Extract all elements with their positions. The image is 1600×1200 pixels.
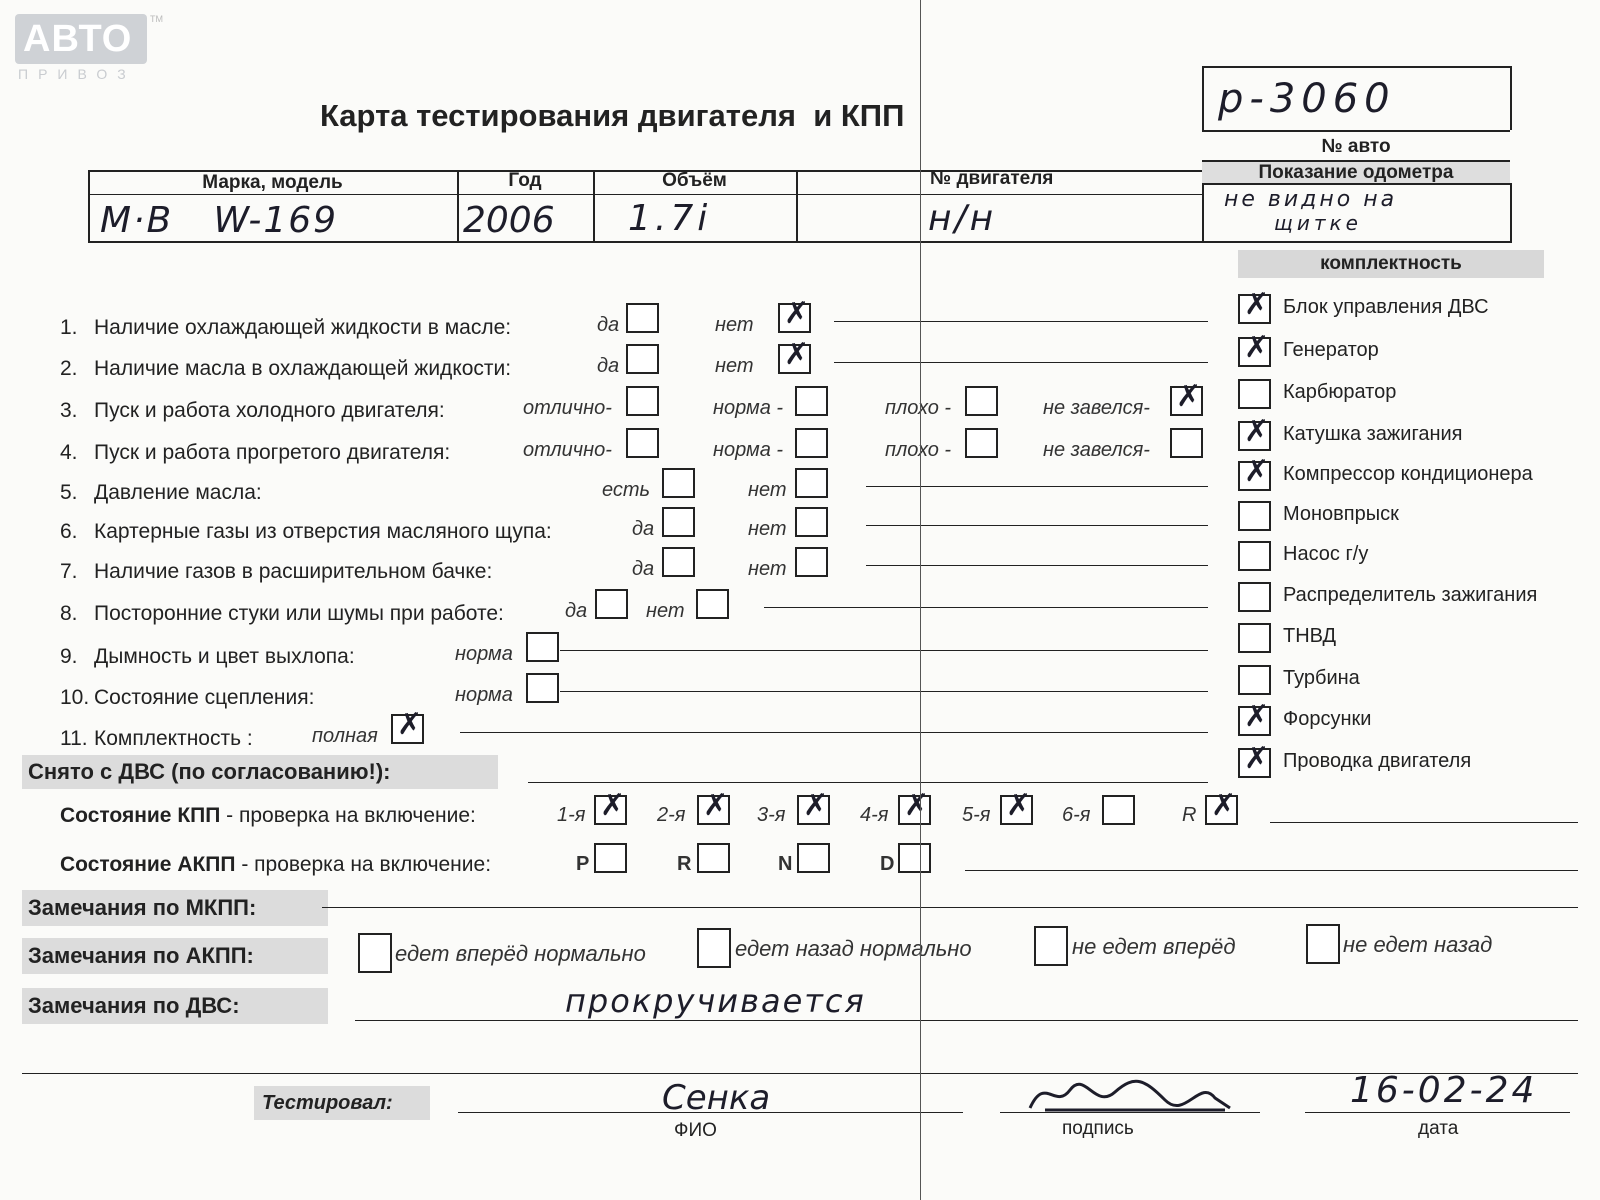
gear-checkbox[interactable] bbox=[1205, 788, 1238, 825]
check-mark-icon: ✗ bbox=[1176, 379, 1202, 414]
question-text: Давление масла: bbox=[94, 481, 262, 504]
volume-value: 1.7i bbox=[628, 198, 712, 239]
check-mark-icon: ✗ bbox=[1244, 287, 1270, 322]
check-mark-icon: ✗ bbox=[1244, 330, 1270, 365]
year-label: Год bbox=[508, 170, 542, 191]
akpp-remark-checkbox[interactable] bbox=[1034, 926, 1068, 966]
option-label: да bbox=[565, 600, 588, 622]
check-mark-icon: ✗ bbox=[1006, 788, 1032, 823]
odometer-label: Показание одометра bbox=[1202, 160, 1510, 184]
engine-label: № двигателя bbox=[930, 168, 1054, 189]
option-label: нет bbox=[715, 314, 754, 336]
check-mark-icon: ✗ bbox=[1211, 788, 1237, 823]
question-number: 1. bbox=[60, 316, 78, 339]
remarks-dvs-label: Замечания по ДВС: bbox=[22, 988, 328, 1024]
remarks-dvs-value: прокручивается bbox=[565, 982, 866, 1020]
fold-line bbox=[920, 0, 921, 1200]
option-label: норма - bbox=[713, 397, 784, 419]
answer-line bbox=[460, 732, 1208, 733]
gear-checkbox[interactable] bbox=[1000, 788, 1033, 825]
akpp-mode-checkbox[interactable] bbox=[697, 843, 730, 873]
akpp-mode-label: D bbox=[880, 853, 895, 875]
option-label: нет bbox=[748, 518, 787, 540]
question-number: 11. bbox=[60, 727, 88, 750]
answer-line bbox=[866, 525, 1208, 526]
check-mark-icon: ✗ bbox=[784, 296, 810, 331]
odometer-box bbox=[1202, 183, 1512, 243]
question-text: Дымность и цвет выхлопа: bbox=[94, 645, 355, 668]
completeness-checkbox[interactable] bbox=[1238, 541, 1271, 571]
logo bbox=[15, 14, 147, 64]
option-checkbox[interactable] bbox=[1170, 379, 1203, 416]
question-text: Посторонние стуки или шумы при работе: bbox=[94, 602, 504, 625]
gear-label: 1-я bbox=[557, 804, 586, 826]
odometer-value-line1: не видно на bbox=[1224, 187, 1398, 212]
completeness-item: Блок управления ДВС bbox=[1283, 296, 1489, 318]
auto-number-box bbox=[1202, 66, 1512, 130]
option-label: да bbox=[632, 518, 655, 540]
check-mark-icon: ✗ bbox=[397, 707, 423, 742]
question-number: 3. bbox=[60, 399, 78, 422]
question-text: Пуск и работа прогретого двигателя: bbox=[94, 441, 451, 464]
option-checkbox[interactable] bbox=[696, 589, 729, 619]
option-label: не завелся- bbox=[1043, 439, 1150, 461]
option-checkbox[interactable] bbox=[595, 589, 628, 619]
question-text: Комплектность : bbox=[94, 727, 253, 750]
option-label: не завелся- bbox=[1043, 397, 1150, 419]
fio-caption: ФИО bbox=[674, 1120, 717, 1141]
option-label: да bbox=[597, 314, 620, 336]
completeness-checkbox[interactable] bbox=[1238, 501, 1271, 531]
answer-line bbox=[866, 486, 1208, 487]
answer-line bbox=[560, 691, 1208, 692]
question-number: 9. bbox=[60, 645, 78, 668]
option-checkbox[interactable] bbox=[965, 386, 998, 416]
completeness-checkbox[interactable] bbox=[1238, 582, 1271, 612]
question-text: Наличие газов в расширительном бачке: bbox=[94, 560, 493, 583]
answer-line bbox=[834, 362, 1208, 363]
question-text: Картерные газы из отверстия масляного щупа: bbox=[94, 520, 552, 543]
option-checkbox[interactable] bbox=[1170, 428, 1203, 458]
question-number: 2. bbox=[60, 357, 78, 380]
question-text: Наличие масла в охлаждающей жидкости: bbox=[94, 357, 512, 380]
fio-value: Сенка bbox=[662, 1078, 771, 1118]
option-label: нет bbox=[748, 479, 787, 501]
akpp-mode-label: P bbox=[576, 853, 590, 875]
option-label: норма bbox=[455, 643, 513, 665]
year-value: 2006 bbox=[463, 200, 555, 241]
option-checkbox[interactable] bbox=[965, 428, 998, 458]
completeness-checkbox[interactable] bbox=[1238, 379, 1271, 409]
completeness-item: Генератор bbox=[1283, 339, 1379, 361]
akpp-remark-label: не едет вперёд bbox=[1072, 934, 1236, 959]
akpp-mode-label: R bbox=[677, 853, 692, 875]
check-mark-icon: ✗ bbox=[703, 788, 729, 823]
option-checkbox[interactable] bbox=[626, 344, 659, 374]
option-checkbox[interactable] bbox=[626, 428, 659, 458]
akpp-remark-label: едет назад нормально bbox=[735, 936, 972, 961]
question-number: 8. bbox=[60, 602, 78, 625]
completeness-heading: комплектность bbox=[1238, 250, 1544, 278]
gear-checkbox[interactable] bbox=[797, 788, 830, 825]
option-checkbox[interactable] bbox=[795, 468, 828, 498]
completeness-checkbox[interactable] bbox=[1238, 454, 1271, 491]
check-mark-icon: ✗ bbox=[1244, 699, 1270, 734]
check-mark-icon: ✗ bbox=[1244, 454, 1270, 489]
option-checkbox[interactable] bbox=[795, 507, 828, 537]
option-checkbox[interactable] bbox=[662, 468, 695, 498]
option-label: да bbox=[597, 355, 620, 377]
logo-sub: ПРИВОЗ bbox=[18, 66, 136, 82]
completeness-checkbox[interactable] bbox=[1238, 665, 1271, 695]
akpp-remark-checkbox[interactable] bbox=[697, 928, 731, 968]
option-checkbox[interactable] bbox=[391, 707, 424, 744]
volume-label: Объём bbox=[662, 170, 727, 191]
completeness-item: Турбина bbox=[1283, 667, 1360, 689]
check-mark-icon: ✗ bbox=[904, 788, 930, 823]
completeness-checkbox[interactable] bbox=[1238, 414, 1271, 451]
gear-label: 2-я bbox=[657, 804, 686, 826]
completeness-item: Насос г/у bbox=[1283, 543, 1369, 565]
akpp-remark-label: не едет назад bbox=[1343, 932, 1493, 957]
date-caption: дата bbox=[1418, 1118, 1459, 1139]
completeness-item: Карбюратор bbox=[1283, 381, 1397, 403]
option-label: полная bbox=[312, 725, 378, 747]
question-number: 5. bbox=[60, 481, 78, 504]
kpp-label bbox=[60, 804, 476, 828]
gear-checkbox[interactable] bbox=[1102, 795, 1135, 825]
answer-line bbox=[866, 565, 1208, 566]
option-checkbox[interactable] bbox=[662, 547, 695, 577]
gear-checkbox[interactable] bbox=[594, 788, 627, 825]
option-label: да bbox=[632, 558, 655, 580]
akpp-mode-checkbox[interactable] bbox=[797, 843, 830, 873]
option-label: нет bbox=[715, 355, 754, 377]
gear-label: R bbox=[1182, 804, 1197, 826]
akpp-mode-label: N bbox=[778, 853, 793, 875]
remarks-mkpp-label: Замечания по МКПП: bbox=[22, 890, 328, 926]
model-value: М·В W-169 bbox=[100, 200, 339, 241]
logo-tm: TM bbox=[150, 14, 163, 24]
akpp-remark-label: едет вперёд нормально bbox=[395, 941, 646, 966]
tested-label: Тестировал: bbox=[254, 1086, 430, 1120]
option-checkbox[interactable] bbox=[626, 303, 659, 333]
model-label: Марка, модель bbox=[202, 172, 343, 193]
answer-line bbox=[560, 650, 1208, 651]
completeness-item: Катушка зажигания bbox=[1283, 423, 1463, 445]
option-label: норма bbox=[455, 684, 513, 706]
kpp-label-rest: - проверка на включение: bbox=[220, 804, 476, 827]
option-checkbox[interactable] bbox=[795, 428, 828, 458]
gear-label: 6-я bbox=[1062, 804, 1091, 826]
logo-brand: АВТО bbox=[23, 18, 133, 60]
answer-line bbox=[764, 607, 1208, 608]
removed-label: Снято с ДВС (по согласованию!): bbox=[22, 755, 498, 789]
completeness-checkbox[interactable] bbox=[1238, 741, 1271, 778]
akpp-label-rest: - проверка на включение: bbox=[235, 853, 492, 876]
akpp-mode-checkbox[interactable] bbox=[898, 843, 931, 873]
akpp-remark-checkbox[interactable] bbox=[1306, 924, 1340, 964]
check-mark-icon: ✗ bbox=[784, 337, 810, 372]
option-label: отлично- bbox=[523, 439, 612, 461]
engine-value: н/н bbox=[928, 198, 997, 239]
completeness-checkbox[interactable] bbox=[1238, 330, 1271, 367]
completeness-item: Компрессор кондиционера bbox=[1283, 463, 1533, 485]
check-mark-icon: ✗ bbox=[600, 788, 626, 823]
akpp-label-bold: Состояние АКПП bbox=[60, 853, 236, 876]
option-label: нет bbox=[748, 558, 787, 580]
question-text: Наличие охлаждающей жидкости в масле: bbox=[94, 316, 512, 339]
completeness-checkbox[interactable] bbox=[1238, 287, 1271, 324]
akpp-mode-checkbox[interactable] bbox=[594, 843, 627, 873]
check-mark-icon: ✗ bbox=[1244, 741, 1270, 776]
question-number: 10. bbox=[60, 686, 90, 709]
completeness-item: Моновпрыск bbox=[1283, 503, 1399, 525]
option-checkbox[interactable] bbox=[795, 547, 828, 577]
completeness-item: Проводка двигателя bbox=[1283, 750, 1472, 772]
gear-checkbox[interactable] bbox=[898, 788, 931, 825]
odometer-value-line2: щитке bbox=[1274, 211, 1362, 235]
question-number: 7. bbox=[60, 560, 78, 583]
completeness-item: Распределитель зажигания bbox=[1283, 584, 1538, 606]
auto-number-value: р-3060 bbox=[1218, 76, 1396, 122]
date-value: 16-02-24 bbox=[1350, 1070, 1538, 1111]
option-checkbox[interactable] bbox=[778, 296, 811, 333]
option-checkbox[interactable] bbox=[778, 337, 811, 374]
option-checkbox[interactable] bbox=[662, 507, 695, 537]
option-checkbox[interactable] bbox=[526, 673, 559, 703]
completeness-item: Форсунки bbox=[1283, 708, 1372, 730]
option-label: плохо - bbox=[885, 439, 952, 461]
question-text: Пуск и работа холодного двигателя: bbox=[94, 399, 445, 422]
completeness-item: ТНВД bbox=[1283, 625, 1337, 647]
check-mark-icon: ✗ bbox=[803, 788, 829, 823]
kpp-label-bold: Состояние КПП bbox=[60, 804, 221, 827]
auto-number-label: № авто bbox=[1202, 130, 1510, 158]
signature bbox=[1025, 1070, 1245, 1120]
option-checkbox[interactable] bbox=[795, 386, 828, 416]
signature-caption: подпись bbox=[1062, 1118, 1134, 1139]
option-checkbox[interactable] bbox=[526, 632, 559, 662]
akpp-remark-checkbox[interactable] bbox=[358, 933, 392, 973]
answer-line bbox=[834, 321, 1208, 322]
question-text: Состояние сцепления: bbox=[94, 686, 315, 709]
akpp-label bbox=[60, 853, 491, 877]
gear-label: 3-я bbox=[757, 804, 786, 826]
option-checkbox[interactable] bbox=[626, 386, 659, 416]
gear-checkbox[interactable] bbox=[697, 788, 730, 825]
option-label: нет bbox=[646, 600, 685, 622]
option-label: отлично- bbox=[523, 397, 612, 419]
check-mark-icon: ✗ bbox=[1244, 414, 1270, 449]
remarks-akpp-label: Замечания по АКПП: bbox=[22, 938, 328, 974]
gear-label: 4-я bbox=[860, 804, 889, 826]
option-label: плохо - bbox=[885, 397, 952, 419]
option-label: норма - bbox=[713, 439, 784, 461]
gear-label: 5-я bbox=[962, 804, 991, 826]
question-number: 4. bbox=[60, 441, 78, 464]
form-title: Карта тестирования двигателя и КПП bbox=[320, 98, 905, 133]
completeness-checkbox[interactable] bbox=[1238, 699, 1271, 736]
option-label: есть bbox=[602, 479, 651, 501]
completeness-checkbox[interactable] bbox=[1238, 623, 1271, 653]
question-number: 6. bbox=[60, 520, 78, 543]
